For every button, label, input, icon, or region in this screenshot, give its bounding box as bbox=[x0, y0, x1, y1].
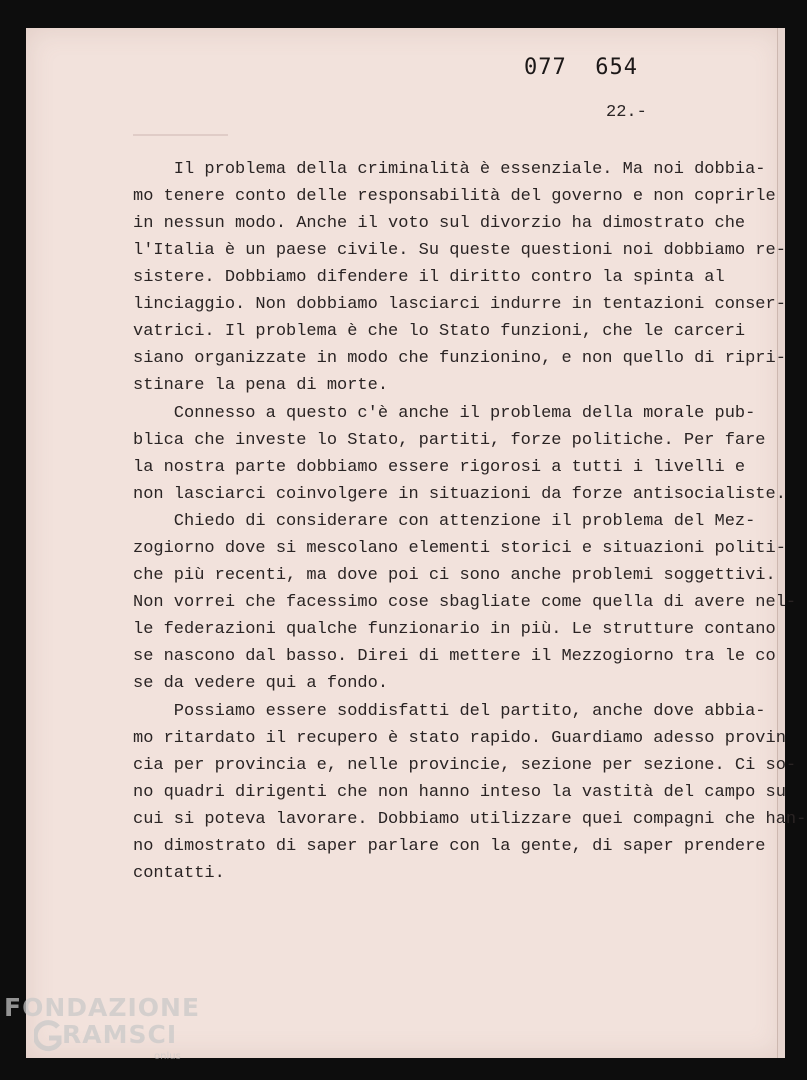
text-line: no dimostrato di saper parlare con la gente, di saper prendere bbox=[133, 837, 766, 856]
text-line: la nostra parte dobbiamo essere rigorosi a tutti i livelli e bbox=[133, 458, 746, 477]
text-line: siano organizzate in modo che funzionino, e non quello di ripri- bbox=[133, 349, 786, 368]
text-line: sistere. Dobbiamo difendere il diritto contro la spinta al bbox=[133, 268, 725, 287]
text-line: blica che investe lo Stato, partiti, forze politiche. Per fare bbox=[133, 431, 766, 450]
text-line: Chiedo di considerare con attenzione il problema del Mez- bbox=[133, 512, 756, 531]
text-line: zogiorno dove si mescolano elementi storici e situazioni politi- bbox=[133, 539, 786, 558]
gramsci-g-icon bbox=[34, 1019, 64, 1055]
text-line: se da vedere qui a fondo. bbox=[133, 674, 389, 693]
watermark-suffix: onlus bbox=[154, 1051, 181, 1062]
text-line: Connesso a questo c'è anche il problema della morale pub- bbox=[133, 404, 756, 423]
text-line: contatti. bbox=[133, 864, 225, 883]
show-through bbox=[133, 122, 228, 136]
text-line: mo tenere conto delle responsabilità del governo e non coprirle bbox=[133, 187, 776, 206]
text-line: non lasciarci coinvolgere in situazioni da forze antisocialiste. bbox=[133, 485, 786, 504]
text-line: se nascono dal basso. Direi di mettere il Mezzogiorno tra le co bbox=[133, 647, 776, 666]
text-line: che più recenti, ma dove poi ci sono anche problemi soggettivi. bbox=[133, 566, 776, 585]
text-line: Non vorrei che facessimo cose sbagliate come quella di avere nel- bbox=[133, 593, 797, 612]
text-line: in nessun modo. Anche il voto sul divorzio ha dimostrato che bbox=[133, 214, 746, 233]
watermark-line-1: FONDAZIONE bbox=[4, 993, 201, 1022]
text-line: mo ritardato il recupero è stato rapido. Guardiamo adesso provin bbox=[133, 729, 786, 748]
text-line: Possiamo essere soddisfatti del partito, anche dove abbia- bbox=[133, 702, 766, 721]
text-line: cia per provincia e, nelle provincie, sezione per sezione. Ci so- bbox=[133, 756, 797, 775]
page-number: 22.- bbox=[606, 103, 647, 122]
text-line: vatrici. Il problema è che lo Stato funzioni, che le carceri bbox=[133, 322, 746, 341]
text-line: le federazioni qualche funzionario in più. Le strutture contano bbox=[133, 620, 776, 639]
text-line: cui si poteva lavorare. Dobbiamo utilizzare quei compagni che han- bbox=[133, 810, 807, 829]
text-line: Il problema della criminalità è essenziale. Ma noi dobbia- bbox=[133, 160, 766, 179]
text-line: no quadri dirigenti che non hanno inteso la vastità del campo su bbox=[133, 783, 786, 802]
text-line: l'Italia è un paese civile. Su queste questioni noi dobbiamo re- bbox=[133, 241, 786, 260]
text-line: linciaggio. Non dobbiamo lasciarci indurre in tentazioni conser- bbox=[133, 295, 786, 314]
watermark-line-2: RAMSCI bbox=[62, 1020, 178, 1049]
document-number: 077 654 bbox=[524, 55, 638, 80]
fondazione-gramsci-watermark bbox=[4, 993, 204, 1073]
text-line: stinare la pena di morte. bbox=[133, 376, 389, 395]
